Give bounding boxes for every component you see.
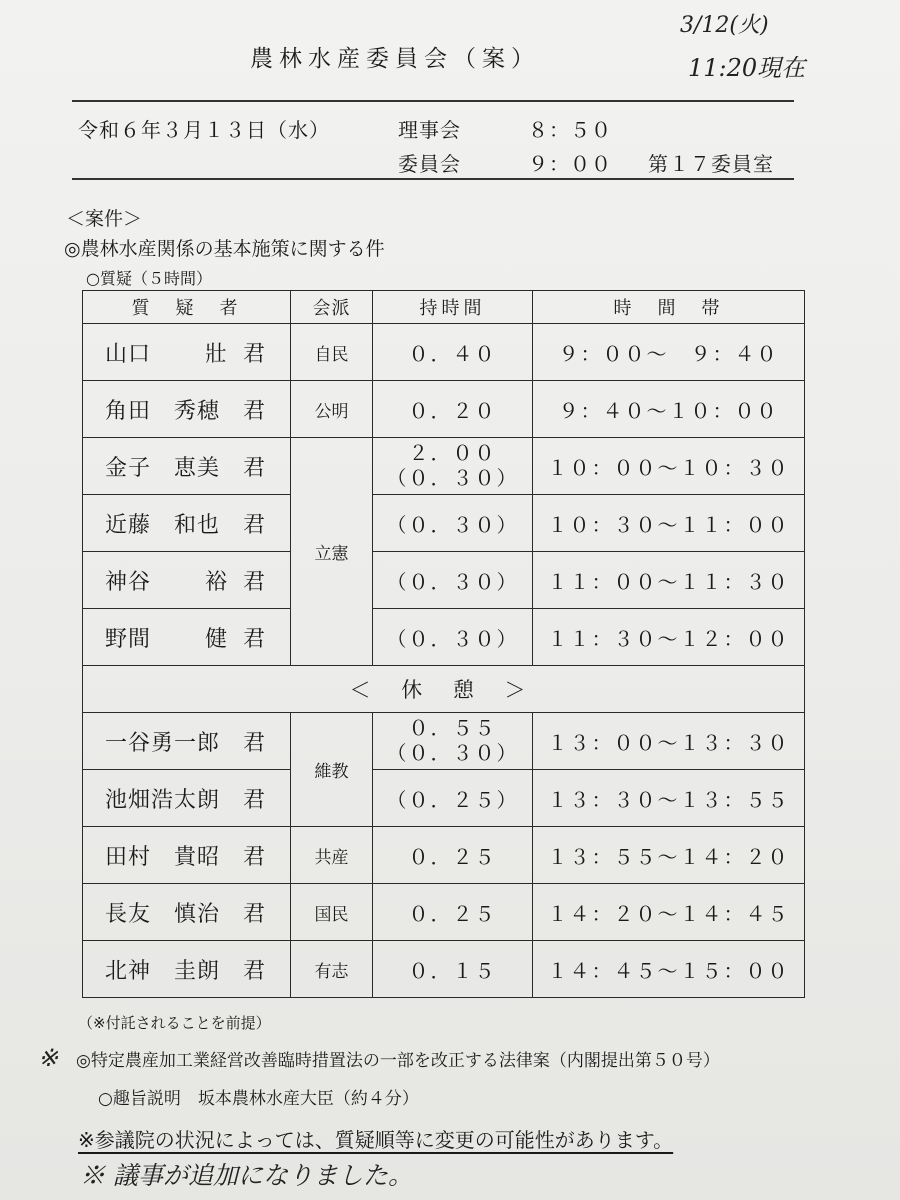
table-row <box>83 827 805 884</box>
party-cell: 公明 <box>291 381 373 438</box>
agenda-heading: ＜案件＞ <box>66 208 143 230</box>
time-slot: ９：００～ ９：４０ <box>533 324 805 381</box>
table-row <box>83 884 805 941</box>
referral-note: （※付託されることを前提） <box>78 1014 271 1032</box>
time-slot: １３：００～１３：３０ <box>533 713 805 770</box>
questioner-name: 近藤 和也 君 <box>83 495 291 552</box>
party-cell: 有志 <box>291 941 373 998</box>
allotted-time: （０．２５） <box>373 770 533 827</box>
party-cell: 自民 <box>291 324 373 381</box>
party-cell: 国民 <box>291 884 373 941</box>
time-slot: １０：３０～１１：００ <box>533 495 805 552</box>
table-row <box>83 381 805 438</box>
table-row <box>83 495 805 552</box>
col-header-time-slot: 時 間 帯 <box>533 291 805 324</box>
table-row <box>83 324 805 381</box>
questioner-name: 長友 慎治 君 <box>83 884 291 941</box>
meeting-room: 第１７委員室 <box>648 152 774 176</box>
handwritten-time-note: 11:20現在 <box>688 54 806 82</box>
questioner-name: 北神 圭朗 君 <box>83 941 291 998</box>
allotted-time: ０．４０ <box>373 324 533 381</box>
top-rule <box>72 100 794 102</box>
handwritten-date-note: 3/12(火) <box>680 13 769 38</box>
allotted-time: （０．３０） <box>373 609 533 666</box>
handwritten-mark: ※ <box>38 1044 59 1072</box>
table-row <box>83 609 805 666</box>
allotted-time: （０．３０） <box>373 552 533 609</box>
change-warning: ※参議院の状況によっては、質疑順等に変更の可能性があります。 <box>78 1128 674 1152</box>
allotted-time: ０．１５ <box>373 941 533 998</box>
allotted-time: ０．２０ <box>373 381 533 438</box>
time-slot: １４：４５～１５：００ <box>533 941 805 998</box>
questioner-name: 一谷勇一郎 君 <box>83 713 291 770</box>
time-slot: ９：４０～１０：００ <box>533 381 805 438</box>
handwritten-addition-note: ※ 議事が追加になりました。 <box>80 1161 413 1190</box>
questioner-name: 神谷 裕 君 <box>83 552 291 609</box>
time-slot: １０：００～１０：３０ <box>533 438 805 495</box>
questioner-name: 田村 貴昭 君 <box>83 827 291 884</box>
table-row <box>83 941 805 998</box>
allotted-time: ２．００ （０．３０） <box>373 438 533 495</box>
committee-time: ９：００ <box>528 152 612 176</box>
table-row <box>83 438 805 495</box>
party-cell: 共産 <box>291 827 373 884</box>
committee-label: 委員会 <box>398 152 461 176</box>
meeting-date: 令和６年３月１３日（水） <box>78 118 330 142</box>
document-title: 農林水産委員会（案） <box>250 46 540 72</box>
allotted-time: ０．２５ <box>373 884 533 941</box>
board-label: 理事会 <box>398 118 461 142</box>
table-row <box>83 713 805 770</box>
time-slot: １３：３０～１３：５５ <box>533 770 805 827</box>
col-header-allotted-time: 持時間 <box>373 291 533 324</box>
questioner-name: 金子 恵美 君 <box>83 438 291 495</box>
header-bottom-rule <box>72 178 794 180</box>
questioner-name: 野間 健 君 <box>83 609 291 666</box>
party-cell: 立憲 <box>291 438 373 666</box>
allotted-time: （０．３０） <box>373 495 533 552</box>
time-slot: １４：２０～１４：４５ <box>533 884 805 941</box>
questioner-name: 角田 秀穂 君 <box>83 381 291 438</box>
explanation-line: ○趣旨説明 坂本農林水産大臣（約４分） <box>98 1089 419 1109</box>
agenda-item-bill: ◎特定農産加工業経営改善臨時措置法の一部を改正する法律案（内閣提出第５０号） <box>76 1051 720 1071</box>
time-slot: １１：００～１１：３０ <box>533 552 805 609</box>
qa-duration: ○質疑（５時間） <box>86 269 212 288</box>
questioner-name: 山口 壯 君 <box>83 324 291 381</box>
recess-label: ＜ 休 憩 ＞ <box>83 666 805 713</box>
table-row <box>83 770 805 827</box>
allotted-time: ０．５５ （０．３０） <box>373 713 533 770</box>
allotted-time: ０．２５ <box>373 827 533 884</box>
time-slot: １３：５５～１４：２０ <box>533 827 805 884</box>
col-header-party: 会派 <box>291 291 373 324</box>
recess-row <box>83 666 805 713</box>
table-header-row <box>83 291 805 324</box>
time-slot: １１：３０～１２：００ <box>533 609 805 666</box>
questioner-schedule-table <box>82 290 805 998</box>
agenda-item-basic-policy: ◎農林水産関係の基本施策に関する件 <box>64 238 385 260</box>
table-row <box>83 552 805 609</box>
party-cell: 維教 <box>291 713 373 827</box>
questioner-name: 池畑浩太朗 君 <box>83 770 291 827</box>
col-header-questioner: 質 疑 者 <box>83 291 291 324</box>
board-time: ８：５０ <box>528 118 612 142</box>
